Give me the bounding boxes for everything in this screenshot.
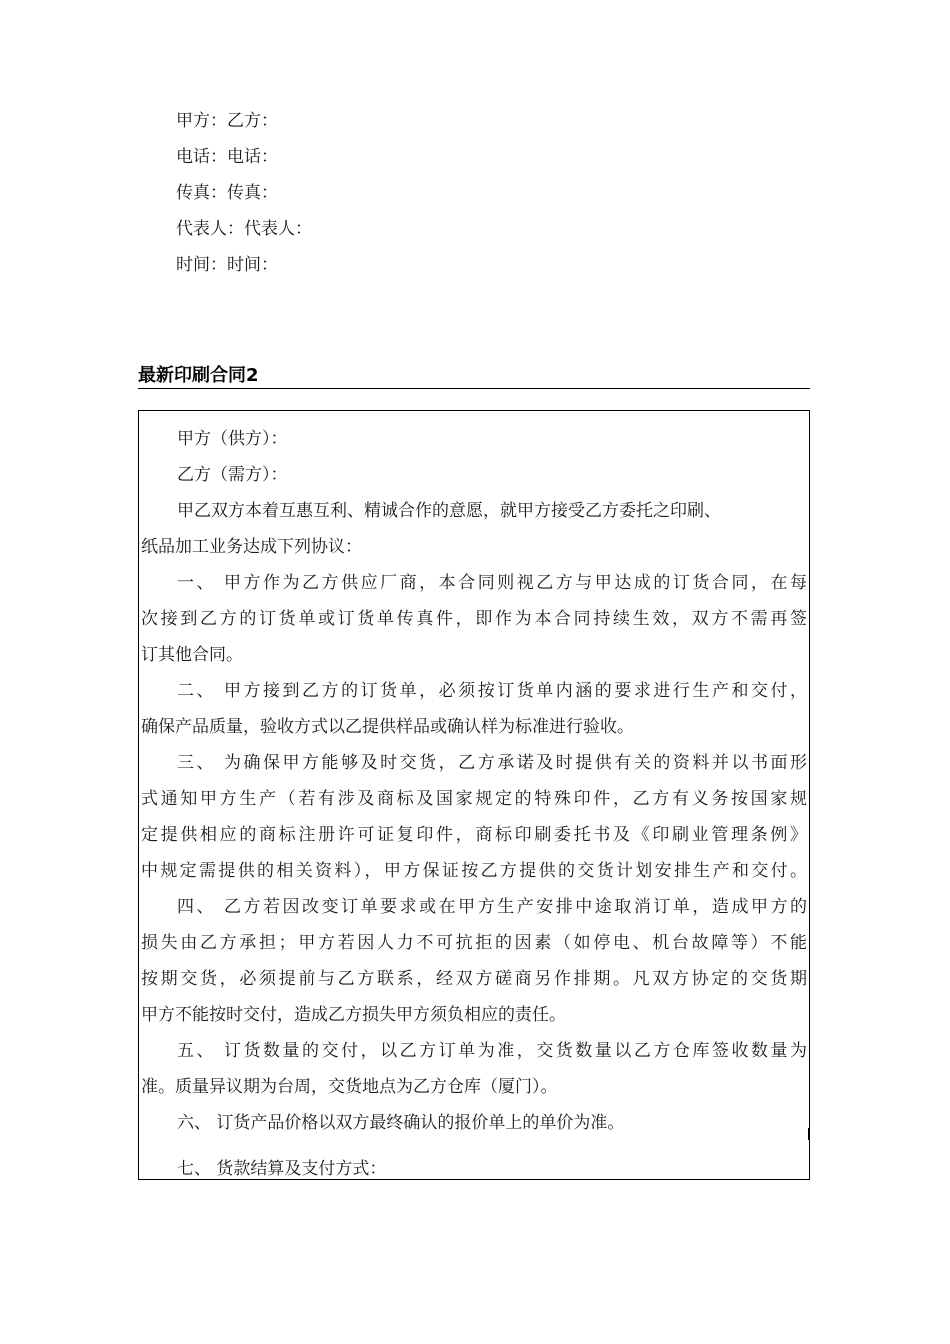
line-spacer (139, 1141, 809, 1151)
contract-line-payment: 七、 货款结算及支付方式： (177, 1159, 387, 1179)
contract-line: 三、 为确保甲方能够及时交货，乙方承诺及时提供有关的资料并以书面形 (177, 753, 807, 773)
contract-line: 甲乙双方本着互惠互利、精诚合作的意愿，就甲方接受乙方委托之印刷、 (177, 501, 721, 521)
contract-line: 按期交货，必须提前与乙方联系，经双方磋商另作排期。凡双方协定的交货期 (141, 969, 807, 989)
contract-line: 二、 甲方接到乙方的订货单，必须按订货单内涵的要求进行生产和交付， (177, 681, 807, 701)
contract-line: 五、 订货数量的交付，以乙方订单为准，交货数量以乙方仓库签收数量为 (177, 1041, 807, 1061)
contract-line: 六、 订货产品价格以双方最终确认的报价单上的单价为准。 (177, 1113, 625, 1133)
signature-block (176, 103, 312, 283)
contract-line: 乙方（需方）： (177, 465, 288, 485)
border-tick (808, 1128, 810, 1140)
contract-line: 纸品加工业务达成下列协议： (141, 537, 362, 557)
contract-line: 定提供相应的商标注册许可证复印件，商标印刷委托书及《印刷业管理条例》 (141, 825, 807, 845)
section-title: 最新印刷合同2 (138, 364, 810, 389)
contract-line: 四、 乙方若因改变订单要求或在甲方生产安排中途取消订单，造成甲方的 (177, 897, 807, 917)
contract-line: 式通知甲方生产（若有涉及商标及国家规定的特殊印件，乙方有义务按国家规 (141, 789, 807, 809)
contract-line: 中规定需提供的相关资料），甲方保证按乙方提供的交货计划安排生产和交付。 (141, 861, 807, 881)
signature-line-date: 时间：时间： (176, 255, 278, 275)
contract-line: 订其他合同。 (141, 645, 243, 665)
signature-line-representative: 代表人：代表人： (176, 219, 312, 239)
contract-line: 准。质量异议期为台周，交货地点为乙方仓库（厦门）。 (141, 1077, 558, 1097)
contract-line: 一、 甲方作为乙方供应厂商，本合同则视乙方与甲达成的订货合同，在每 (177, 573, 807, 593)
contract-line: 甲方（供方）： (177, 429, 288, 449)
contract-box (138, 410, 810, 1180)
signature-line-phone: 电话：电话： (176, 147, 278, 167)
signature-line-parties: 甲方：乙方： (176, 111, 278, 131)
signature-line-fax: 传真：传真： (176, 183, 278, 203)
contract-text (139, 421, 809, 1187)
contract-line: 确保产品质量，验收方式以乙提供样品或确认样为标准进行验收。 (141, 717, 634, 737)
contract-line: 次接到乙方的订货单或订货单传真件，即作为本合同持续生效，双方不需再签 (141, 609, 807, 629)
contract-line: 损失由乙方承担；甲方若因人力不可抗拒的因素（如停电、机台故障等）不能 (141, 933, 807, 953)
contract-line: 甲方不能按时交付，造成乙方损失甲方须负相应的责任。 (141, 1005, 566, 1025)
